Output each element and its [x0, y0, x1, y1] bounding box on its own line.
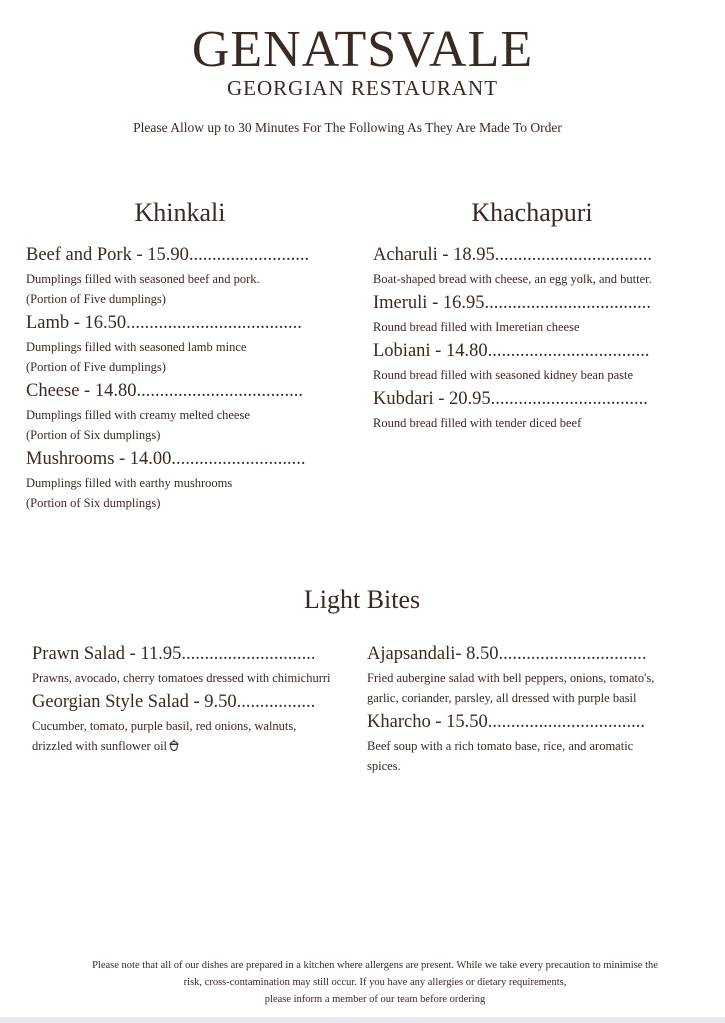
menu-item-description-line: Dumplings filled with creamy melted cheese	[26, 408, 250, 422]
menu-item-description-line: Fried aubergine salad with bell peppers, onions, tomato's,	[367, 671, 655, 685]
menu-item-description: Round bread filled with tender diced beef	[373, 416, 582, 430]
menu-item-description	[32, 716, 357, 756]
menu-item	[373, 243, 698, 289]
menu-item-description-line: garlic, coriander, parsley, all dressed with purple basil	[367, 691, 637, 705]
menu-item-portion: (Portion of Five dumplings)	[26, 360, 166, 374]
menu-item-description: Prawns, avocado, cherry tomatoes dressed with chimichurri	[32, 671, 331, 685]
khachapuri-list	[373, 243, 698, 435]
khinkali-list	[26, 243, 351, 515]
allergen-footer	[55, 957, 695, 1008]
bottom-edge	[0, 1017, 725, 1023]
menu-item	[26, 311, 351, 377]
menu-item	[373, 291, 698, 337]
menu-item	[26, 243, 351, 309]
menu-item-heading: Beef and Pork - 15.90..........................	[26, 245, 310, 265]
menu-item-description: Round bread filled with seasoned kidney bean paste	[373, 368, 633, 382]
footer-line: please inform a member of our team before ordering	[264, 994, 486, 1005]
menu-item	[373, 387, 698, 433]
menu-item-description-line: Dumplings filled with earthy mushrooms	[26, 476, 233, 490]
menu-item-portion: (Portion of Six dumplings)	[26, 496, 161, 510]
menu-item-description: Boat-shaped bread with cheese, an egg yolk, and butter.	[373, 272, 652, 286]
section-title-khachapuri: Khachapuri	[471, 198, 593, 227]
section-title-light-bites: Light Bites	[303, 585, 421, 614]
menu-item-description-line: Dumplings filled with seasoned beef and pork.	[26, 272, 260, 286]
menu-item	[32, 690, 357, 756]
menu-item-description-line: Cucumber, tomato, purple basil, red onions, walnuts,	[32, 719, 297, 733]
menu-item-description-text: drizzled with sunflower oil	[32, 739, 168, 753]
menu-item-description-line: spices.	[367, 759, 401, 773]
menu-item	[367, 642, 697, 708]
restaurant-name: GENATSVALE	[191, 21, 534, 78]
menu-item-heading: Acharuli - 18.95..................................	[373, 245, 653, 265]
menu-item-portion: (Portion of Six dumplings)	[26, 428, 161, 442]
menu-item-description-line: Dumplings filled with seasoned lamb mince	[26, 340, 247, 354]
menu-item-heading: Mushrooms - 14.00.............................	[26, 449, 306, 469]
menu-item-description	[26, 405, 351, 445]
section-title-khinkali: Khinkali	[134, 198, 226, 227]
menu-item-description-line: Beef soup with a rich tomato base, rice, and aromatic	[367, 739, 634, 753]
menu-item-heading: Lamb - 16.50......................................	[26, 313, 302, 333]
nut-allergen-icon	[167, 738, 181, 752]
menu-item-heading: Kubdari - 20.95..................................	[373, 389, 648, 409]
restaurant-subtitle: GEORGIAN RESTAURANT	[226, 76, 499, 100]
menu-item-portion: (Portion of Five dumplings)	[26, 292, 166, 306]
menu-item	[26, 379, 351, 445]
footer-line: risk, cross-contamination may still occur. If you have any allergies or dietary requirements,	[183, 977, 567, 988]
menu-item-heading: Kharcho - 15.50..................................	[367, 712, 645, 732]
light-bites-right-list	[367, 642, 697, 778]
footer-line: Please note that all of our dishes are prepared in a kitchen where allergens are present. While we take every precaution to minimise the	[92, 960, 658, 971]
menu-item-description-line	[32, 736, 357, 756]
menu-item	[373, 339, 698, 385]
menu-item-description	[367, 736, 697, 776]
menu-item-heading: Prawn Salad - 11.95.............................	[32, 644, 316, 664]
menu-item-description: Round bread filled with Imeretian cheese	[373, 320, 580, 334]
menu-item-heading: Lobiani - 14.80...................................	[373, 341, 650, 361]
menu-item-description	[26, 269, 351, 309]
menu-item	[26, 447, 351, 513]
menu-item-description	[26, 473, 351, 513]
menu-item-description	[26, 337, 351, 377]
light-bites-left-list	[32, 642, 357, 758]
menu-item-heading: Cheese - 14.80....................................	[26, 381, 303, 401]
menu-item-heading: Ajapsandali- 8.50................................	[367, 644, 647, 664]
menu-item	[32, 642, 357, 688]
menu-item-heading: Imeruli - 16.95....................................	[373, 293, 651, 313]
menu-item-description	[367, 668, 697, 708]
menu-item	[367, 710, 697, 776]
menu-item-heading: Georgian Style Salad - 9.50.................	[32, 692, 316, 712]
order-notice: Please Allow up to 30 Minutes For The Following As They Are Made To Order	[133, 120, 562, 135]
